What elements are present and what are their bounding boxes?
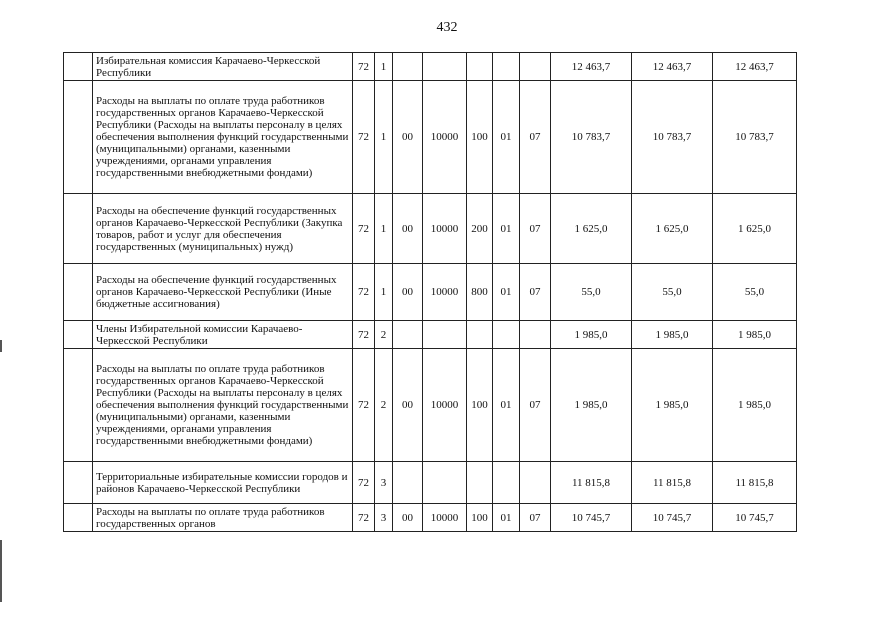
section-code: 01 bbox=[493, 264, 520, 321]
table-row bbox=[64, 53, 797, 81]
amount-year-3: 10 745,7 bbox=[713, 504, 797, 532]
section-code: 01 bbox=[493, 194, 520, 264]
row-number-cell bbox=[64, 321, 93, 349]
row-number-cell bbox=[64, 462, 93, 504]
subsection-code: 07 bbox=[520, 504, 551, 532]
amount-year-1: 1 985,0 bbox=[551, 349, 632, 462]
ministry-code: 72 bbox=[353, 81, 375, 194]
amount-year-3: 55,0 bbox=[713, 264, 797, 321]
section-code: 01 bbox=[493, 504, 520, 532]
amount-year-2: 1 985,0 bbox=[632, 321, 713, 349]
table-row bbox=[64, 321, 797, 349]
program-code: 1 bbox=[375, 194, 393, 264]
budget-table bbox=[63, 52, 797, 532]
direction-code bbox=[423, 321, 467, 349]
amount-year-3: 10 783,7 bbox=[713, 81, 797, 194]
item-name: Расходы на выплаты по оплате труда работников государственных органов Карачаево-Черкесской Республики (Расходы на выплаты персоналу в целях обеспечения выполнения функций государственными (муниципальными) органами, казенными учреждениями, органами управления государственными внебюджетными фондами) bbox=[93, 81, 353, 194]
amount-year-2: 55,0 bbox=[632, 264, 713, 321]
amount-year-2: 10 745,7 bbox=[632, 504, 713, 532]
ministry-code: 72 bbox=[353, 194, 375, 264]
table-row bbox=[64, 504, 797, 532]
expense-type-code: 200 bbox=[467, 194, 493, 264]
program-code: 3 bbox=[375, 462, 393, 504]
amount-year-3: 12 463,7 bbox=[713, 53, 797, 81]
ministry-code: 72 bbox=[353, 462, 375, 504]
subsection-code bbox=[520, 53, 551, 81]
page-number: 432 bbox=[436, 20, 458, 35]
amount-year-1: 55,0 bbox=[551, 264, 632, 321]
amount-year-2: 1 625,0 bbox=[632, 194, 713, 264]
scan-mark bbox=[0, 540, 2, 602]
direction-code bbox=[423, 462, 467, 504]
scan-mark bbox=[0, 340, 2, 352]
expense-type-code bbox=[467, 462, 493, 504]
row-number-cell bbox=[64, 194, 93, 264]
amount-year-1: 11 815,8 bbox=[551, 462, 632, 504]
subprogram-code: 00 bbox=[393, 194, 423, 264]
program-code: 2 bbox=[375, 349, 393, 462]
amount-year-1: 10 783,7 bbox=[551, 81, 632, 194]
item-name: Расходы на выплаты по оплате труда работников государственных органов bbox=[93, 504, 353, 532]
amount-year-1: 12 463,7 bbox=[551, 53, 632, 81]
table-row bbox=[64, 462, 797, 504]
amount-year-3: 1 985,0 bbox=[713, 349, 797, 462]
table-row bbox=[64, 81, 797, 194]
ministry-code: 72 bbox=[353, 264, 375, 321]
amount-year-3: 11 815,8 bbox=[713, 462, 797, 504]
direction-code: 10000 bbox=[423, 504, 467, 532]
amount-year-2: 10 783,7 bbox=[632, 81, 713, 194]
ministry-code: 72 bbox=[353, 321, 375, 349]
row-number-cell bbox=[64, 264, 93, 321]
item-name: Избирательная комиссия Карачаево-Черкесской Республики bbox=[93, 53, 353, 81]
item-name: Расходы на обеспечение функций государственных органов Карачаево-Черкесской Республики (Иные бюджетные ассигнования) bbox=[93, 264, 353, 321]
subsection-code: 07 bbox=[520, 264, 551, 321]
subsection-code bbox=[520, 321, 551, 349]
amount-year-2: 11 815,8 bbox=[632, 462, 713, 504]
program-code: 2 bbox=[375, 321, 393, 349]
section-code: 01 bbox=[493, 349, 520, 462]
expense-type-code: 100 bbox=[467, 81, 493, 194]
item-name: Расходы на выплаты по оплате труда работников государственных органов Карачаево-Черкесской Республики (Расходы на выплаты персоналу в целях обеспечения выполнения функций государственными (муниципальными) органами, казенными учреждениями, органами управления государственными внебюджетными фондами) bbox=[93, 349, 353, 462]
amount-year-1: 1 625,0 bbox=[551, 194, 632, 264]
subsection-code: 07 bbox=[520, 81, 551, 194]
section-code bbox=[493, 462, 520, 504]
subprogram-code bbox=[393, 462, 423, 504]
amount-year-1: 10 745,7 bbox=[551, 504, 632, 532]
direction-code: 10000 bbox=[423, 194, 467, 264]
direction-code: 10000 bbox=[423, 349, 467, 462]
amount-year-1: 1 985,0 bbox=[551, 321, 632, 349]
ministry-code: 72 bbox=[353, 504, 375, 532]
row-number-cell bbox=[64, 349, 93, 462]
expense-type-code: 100 bbox=[467, 504, 493, 532]
expense-type-code bbox=[467, 53, 493, 81]
program-code: 3 bbox=[375, 504, 393, 532]
direction-code bbox=[423, 53, 467, 81]
table-row bbox=[64, 194, 797, 264]
direction-code: 10000 bbox=[423, 264, 467, 321]
section-code bbox=[493, 53, 520, 81]
subprogram-code: 00 bbox=[393, 264, 423, 321]
table-row bbox=[64, 264, 797, 321]
subprogram-code: 00 bbox=[393, 81, 423, 194]
ministry-code: 72 bbox=[353, 53, 375, 81]
subsection-code bbox=[520, 462, 551, 504]
program-code: 1 bbox=[375, 81, 393, 194]
amount-year-3: 1 625,0 bbox=[713, 194, 797, 264]
subsection-code: 07 bbox=[520, 349, 551, 462]
item-name: Территориальные избирательные комиссии городов и районов Карачаево-Черкесской Республики bbox=[93, 462, 353, 504]
subsection-code: 07 bbox=[520, 194, 551, 264]
section-code bbox=[493, 321, 520, 349]
subprogram-code bbox=[393, 321, 423, 349]
expense-type-code: 100 bbox=[467, 349, 493, 462]
amount-year-2: 1 985,0 bbox=[632, 349, 713, 462]
section-code: 01 bbox=[493, 81, 520, 194]
amount-year-3: 1 985,0 bbox=[713, 321, 797, 349]
row-number-cell bbox=[64, 81, 93, 194]
expense-type-code bbox=[467, 321, 493, 349]
table-row bbox=[64, 349, 797, 462]
item-name: Члены Избирательной комиссии Карачаево-Черкесской Республики bbox=[93, 321, 353, 349]
program-code: 1 bbox=[375, 264, 393, 321]
amount-year-2: 12 463,7 bbox=[632, 53, 713, 81]
item-name: Расходы на обеспечение функций государственных органов Карачаево-Черкесской Республики (Закупка товаров, работ и услуг для обеспечения государственных (муниципальных) нужд) bbox=[93, 194, 353, 264]
expense-type-code: 800 bbox=[467, 264, 493, 321]
program-code: 1 bbox=[375, 53, 393, 81]
subprogram-code: 00 bbox=[393, 349, 423, 462]
row-number-cell bbox=[64, 504, 93, 532]
direction-code: 10000 bbox=[423, 81, 467, 194]
ministry-code: 72 bbox=[353, 349, 375, 462]
row-number-cell bbox=[64, 53, 93, 81]
subprogram-code: 00 bbox=[393, 504, 423, 532]
subprogram-code bbox=[393, 53, 423, 81]
